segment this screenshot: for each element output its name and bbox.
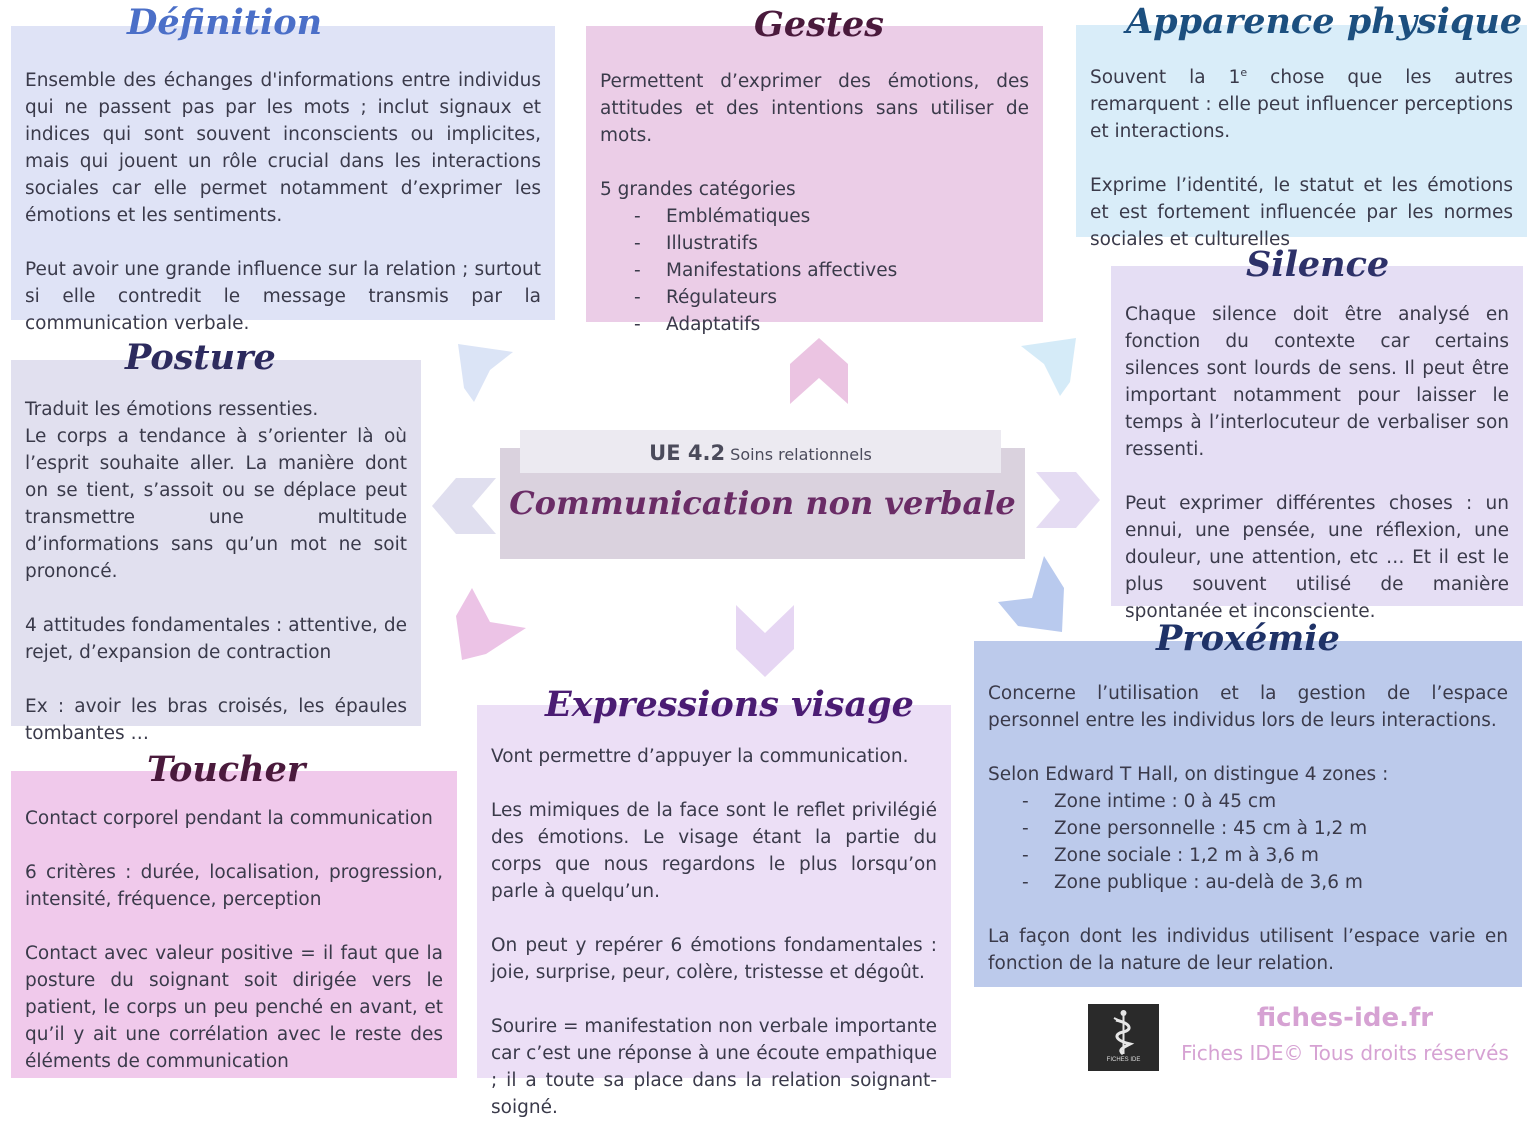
- proxemie-text-1: Concerne l’utilisation et la gestion de l’espace personnel entre les individus lors de leurs interactions.: [988, 683, 1508, 731]
- course-tab: [520, 430, 1001, 473]
- gestes-text-2: 5 grandes catégories: [600, 179, 796, 200]
- silence-title: Silence: [1246, 244, 1390, 285]
- arrow-down-right-icon: [998, 556, 1068, 632]
- course-name: Soins relationnels: [730, 445, 872, 464]
- posture-title: Posture: [125, 337, 276, 378]
- gestes-box: [586, 26, 1043, 335]
- apparence-text-1: Souvent la 1e chose que les autres remarquent : elle peut influencer perceptions et interactions.: [1090, 65, 1513, 142]
- course-code: UE 4.2: [649, 441, 726, 465]
- apparence-title: Apparence physique: [1126, 1, 1523, 42]
- logo-text: FICHES IDE: [1106, 1057, 1141, 1063]
- proxemie-title: Proxémie: [1156, 618, 1340, 659]
- gestes-title: Gestes: [754, 4, 885, 45]
- posture-text-4: Ex : avoir les bras croisés, les épaules tombantes …: [25, 696, 407, 744]
- apparence-box: [1076, 25, 1527, 250]
- arrow-up-icon: [790, 338, 848, 404]
- posture-text-2: Le corps a tendance à s’orienter là où l’esprit souhaite aller. La manière dont on se tient, s’assoit ou se déplace peut transmettre une multitude d’informations sans qu’un mot ne soit prononcé.: [25, 426, 407, 582]
- silence-text-1: Chaque silence doit être analysé en fonction du contexte car certains silences sont lourds de sens. Il peut être important notamment pour laisser le temps à l’interlocuteur de verbaliser son ressenti.: [1125, 304, 1509, 460]
- definition-title: Définition: [127, 2, 323, 43]
- list-item: - Zone personnelle : 45 cm à 1,2 m: [988, 815, 1508, 842]
- expressions-text-4: Sourire = manifestation non verbale importante car c’est une réponse à une écoute empathique ; il a toute sa place dans la relation soignant-soigné.: [491, 1016, 937, 1118]
- expressions-title: Expressions visage: [545, 684, 914, 725]
- proxemie-zone-list: [988, 788, 1508, 896]
- copyright-text: Fiches IDE© Tous droits réservés: [1181, 1041, 1509, 1065]
- arrow-down-left-icon: [456, 588, 526, 660]
- list-item: - Manifestations affectives: [600, 257, 1029, 284]
- toucher-title: Toucher: [147, 749, 306, 790]
- toucher-text-2: 6 critères : durée, localisation, progression, intensité, fréquence, perception: [25, 862, 443, 910]
- posture-text-1: Traduit les émotions ressenties.: [25, 399, 319, 420]
- toucher-text-1: Contact corporel pendant la communication: [25, 808, 433, 829]
- silence-text-2: Peut exprimer différentes choses : un ennui, une pensée, une réflexion, une douleur, une attention, etc … Et il est le plus souvent utilisé de manière spontanée et inconsciente.: [1125, 493, 1509, 622]
- list-item: - Adaptatifs: [600, 311, 1029, 338]
- proxemie-box: [974, 641, 1522, 987]
- proxemie-text-3: La façon dont les individus utilisent l’espace varie en fonction de la nature de leur relation.: [988, 926, 1508, 974]
- arrow-down-icon: [736, 605, 794, 677]
- toucher-text-3: Contact avec valeur positive = il faut que la posture du soignant soit dirigée vers le patient, le corps un peu penché en avant, et qu’il y ait une corrélation avec le reste des éléments de communication: [25, 943, 443, 1072]
- posture-text-3: 4 attitudes fondamentales : attentive, de rejet, d’expansion de contraction: [25, 615, 407, 663]
- list-item: - Zone sociale : 1,2 m à 3,6 m: [988, 842, 1508, 869]
- posture-box: [11, 360, 421, 744]
- expressions-box: [477, 705, 951, 1118]
- fiches-ide-logo: [1088, 1004, 1159, 1071]
- expressions-text-3: On peut y repérer 6 émotions fondamentales : joie, surprise, peur, colère, tristesse et dégoût.: [491, 935, 937, 983]
- apparence-text-2: Exprime l’identité, le statut et les émotions et est fortement influencée par les normes sociales et culturelles: [1090, 175, 1513, 250]
- gestes-text-1: Permettent d’exprimer des émotions, des attitudes et des intentions sans utiliser de mots.: [600, 71, 1029, 146]
- definition-box: [11, 26, 555, 334]
- toucher-box: [11, 771, 457, 1078]
- arrow-up-right-icon: [1010, 338, 1076, 404]
- expressions-text-2: Les mimiques de la face sont le reflet privilégié des émotions. Le visage étant la partie du corps que nous regardons le plus lorsqu’on parle à quelqu’un.: [491, 800, 937, 902]
- list-item: - Régulateurs: [600, 284, 1029, 311]
- arrow-left-icon: [432, 478, 496, 534]
- list-item: - Illustratifs: [600, 230, 1029, 257]
- proxemie-text-2: Selon Edward T Hall, on distingue 4 zones :: [988, 764, 1389, 785]
- definition-text-2: Peut avoir une grande influence sur la relation ; surtout si elle contredit le message transmis par la communication verbale.: [25, 259, 541, 334]
- list-item: - Zone publique : au-delà de 3,6 m: [988, 869, 1508, 896]
- site-name: fiches-ide.fr: [1256, 1003, 1434, 1033]
- list-item: - Zone intime : 0 à 45 cm: [988, 788, 1508, 815]
- expressions-text-1: Vont permettre d’appuyer la communication.: [491, 746, 909, 767]
- arrow-right-icon: [1036, 472, 1100, 528]
- gestes-list: [600, 203, 1029, 338]
- definition-text-1: Ensemble des échanges d'informations entre individus qui ne passent pas par les mots ; inclut signaux et indices qui sont souvent inconscients ou implicites, mais qui jouent un rôle crucial dans les interactions sociales car elle permet notamment d’exprimer les émotions et les sentiments.: [25, 70, 541, 226]
- silence-box: [1111, 266, 1523, 622]
- list-item: - Emblématiques: [600, 203, 1029, 230]
- main-title: Communication non verbale: [509, 484, 1016, 522]
- arrow-up-left-icon: [458, 344, 524, 410]
